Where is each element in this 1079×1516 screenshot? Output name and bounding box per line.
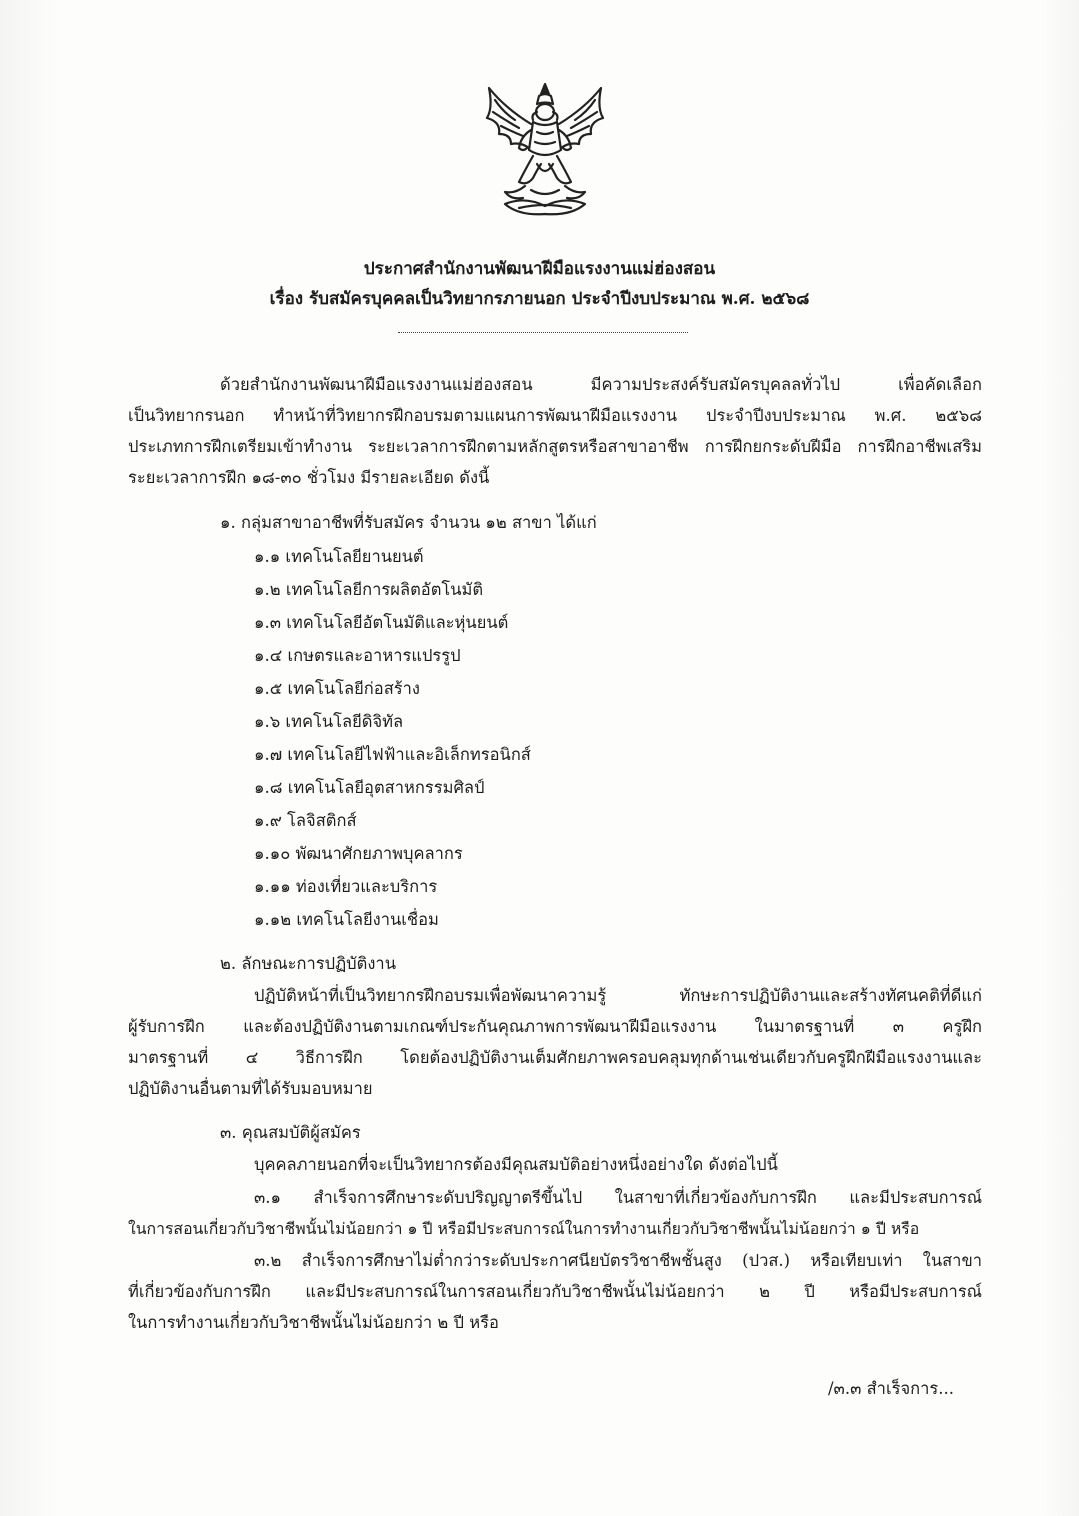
section3-heading: ๓. คุณสมบัติผู้สมัคร <box>220 1123 361 1142</box>
section3-item2-line-3: ในการทำงานเกี่ยวกับวิชาชีพนั้นไม่น้อยกว่า ๒ ปี หรือ <box>128 1313 499 1332</box>
list-item: ๑.๑ เทคโนโลยียานยนต์ <box>254 547 424 566</box>
scan-shadow-left <box>0 0 60 1516</box>
announcement-title: ประกาศสำนักงานพัฒนาฝีมือแรงงานแม่ฮ่องสอน <box>363 259 716 279</box>
section3-item1-line-1: ๓.๑ สำเร็จการศึกษาระดับปริญญาตรีขึ้นไป ในสาขาที่เกี่ยวข้องกับการฝึก และมีประสบการณ์ <box>254 1188 982 1207</box>
intro-line-4: ระยะเวลาการฝึก ๑๘-๓๐ ชั่วโมง มีรายละเอียด ดังนี้ <box>128 468 490 487</box>
garuda-emblem-icon <box>475 78 615 226</box>
section2-heading: ๒. ลักษณะการปฏิบัติงาน <box>220 954 396 973</box>
list-item: ๑.๓ เทคโนโลยีอัตโนมัติและหุ่นยนต์ <box>254 613 509 632</box>
section3-lead: บุคคลภายนอกที่จะเป็นวิทยากรต้องมีคุณสมบัติอย่างหนึ่งอย่างใด ดังต่อไปนี้ <box>254 1155 778 1174</box>
list-item: ๑.๒ เทคโนโลยีการผลิตอัตโนมัติ <box>254 580 484 599</box>
list-item: ๑.๔ เกษตรและอาหารแปรรูป <box>254 646 461 665</box>
announcement-subject: เรื่อง รับสมัครบุคคลเป็นวิทยากรภายนอก ประจำปีงบประมาณ พ.ศ. ๒๕๖๘ <box>269 289 810 309</box>
section3-item2-line-2: ที่เกี่ยวข้องกับการฝึก และมีประสบการณ์ในการสอนเกี่ยวกับวิชาชีพนั้นไม่น้อยกว่า ๒ ปี หรือมีประสบการณ์ <box>128 1282 982 1301</box>
list-item: ๑.๑๐ พัฒนาศักยภาพบุคลากร <box>254 844 463 863</box>
section2-line-4: ปฏิบัติงานอื่นตามที่ได้รับมอบหมาย <box>128 1079 373 1098</box>
dotted-separator <box>398 332 688 333</box>
section2-line-1: ปฏิบัติหน้าที่เป็นวิทยากรฝึกอบรมเพื่อพัฒนาความรู้ ทักษะการปฏิบัติงานและสร้างทัศนคติที่ดีแก่ <box>254 986 982 1005</box>
section1-heading: ๑. กลุ่มสาขาอาชีพที่รับสมัคร จำนวน ๑๒ สาขา ได้แก่ <box>220 513 597 532</box>
intro-line-3: ประเภทการฝึกเตรียมเข้าทำงาน ระยะเวลาการฝึกตามหลักสูตรหรือสาขาอาชีพ การฝึกยกระดับฝีมือ การฝึกอาชีพเสริม <box>128 437 982 456</box>
section2-line-3: มาตรฐานที่ ๔ วิธีการฝึก โดยต้องปฏิบัติงานเต็มศักยภาพครอบคลุมทุกด้านเช่นเดียวกับครูฝึกฝีมือแรงงานและ <box>128 1048 982 1067</box>
list-item: ๑.๑๑ ท่องเที่ยวและบริการ <box>254 877 438 896</box>
intro-line-2: เป็นวิทยากรนอก ทำหน้าที่วิทยากรฝึกอบรมตามแผนการพัฒนาฝีมือแรงงาน ประจำปีงบประมาณ พ.ศ. ๒๕๖๘ <box>128 406 982 425</box>
section3-item1-line-2: ในการสอนเกี่ยวกับวิชาชีพนั้นไม่น้อยกว่า ๑ ปี หรือมีประสบการณ์ในการทำงานเกี่ยวกับวิชาชีพนั้นไม่น้อยกว่า ๑ ปี หรือ <box>128 1219 920 1238</box>
list-item: ๑.๕ เทคโนโลยีก่อสร้าง <box>254 679 420 698</box>
page-continuation: /๓.๓ สำเร็จการ... <box>828 1379 954 1398</box>
section2-line-2: ผู้รับการฝึก และต้องปฏิบัติงานตามเกณฑ์ประกันคุณภาพการพัฒนาฝีมือแรงงาน ในมาตรฐานที่ ๓ ครูฝึก <box>128 1017 982 1036</box>
list-item: ๑.๖ เทคโนโลยีดิจิทัล <box>254 712 404 731</box>
list-item: ๑.๑๒ เทคโนโลยีงานเชื่อม <box>254 910 439 929</box>
section3-item2-line-1: ๓.๒ สำเร็จการศึกษาไม่ต่ำกว่าระดับประกาศนียบัตรวิชาชีพชั้นสูง (ปวส.) หรือเทียบเท่า ในสาขา <box>254 1251 982 1270</box>
list-item: ๑.๙ โลจิสติกส์ <box>254 811 357 830</box>
list-item: ๑.๗ เทคโนโลยีไฟฟ้าและอิเล็กทรอนิกส์ <box>254 745 531 764</box>
list-item: ๑.๘ เทคโนโลยีอุตสาหกรรมศิลป์ <box>254 778 485 797</box>
intro-line-1: ด้วยสำนักงานพัฒนาฝีมือแรงงานแม่ฮ่องสอน มีความประสงค์รับสมัครบุคลลทั่วไป เพื่อคัดเลือก <box>220 375 982 394</box>
scan-shadow-right <box>1039 0 1079 1516</box>
